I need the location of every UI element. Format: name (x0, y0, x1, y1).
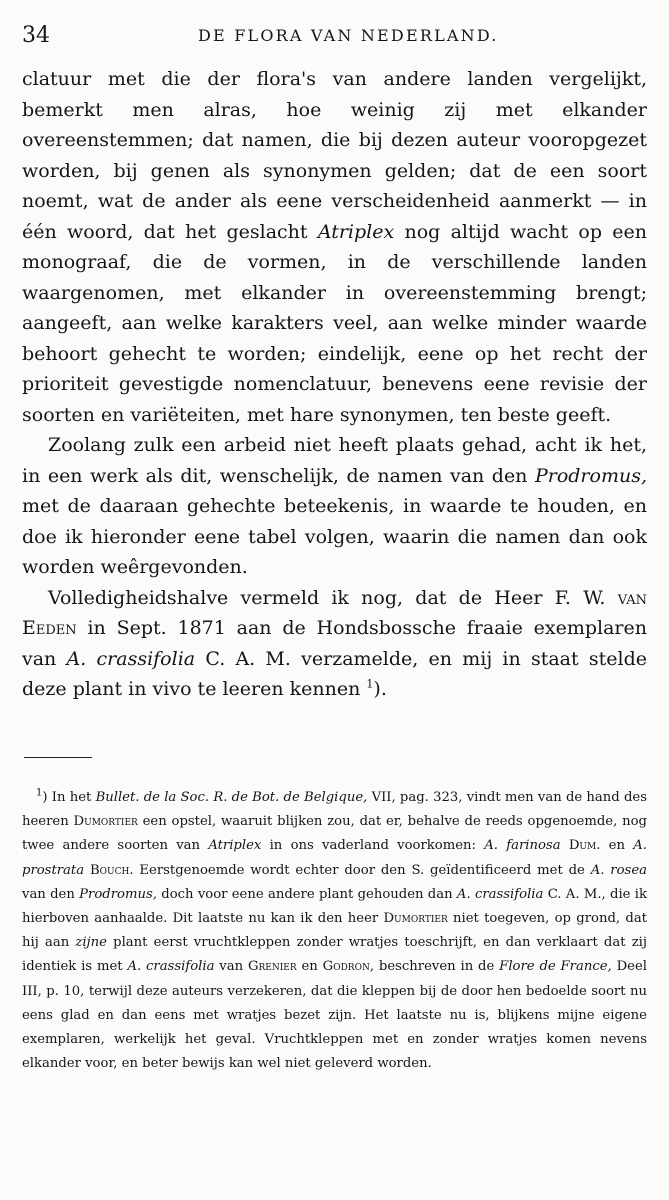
fn-text: en (301, 959, 318, 975)
paragraph-2-text-1: Zoolang zulk een arbeid niet heeft plaats gehad, acht ik het, in een werk als dit, wenschelijk, de namen van den (22, 434, 647, 487)
species-genus: A. (66, 647, 87, 670)
paragraph-2-text-2: met de daaraan gehechte beteekenis, in waarde te houden, en doe ik hieronder eene tabel volgen, waarin die namen dan ook worden weêrgevonden. (22, 495, 647, 578)
fn-italic: Prodromus, (79, 886, 157, 902)
fn-italic: A. farinosa (484, 838, 561, 854)
prodromus-title: Prodromus, (534, 464, 647, 487)
page-number: 34 (22, 23, 50, 48)
main-text (22, 64, 647, 705)
fn-text: een opstel, waaruit blijken zou, dat er, behalve de reeds opgenoemde, nog twee andere soorten van (22, 814, 647, 854)
paragraph-2 (22, 430, 647, 583)
paragraph-1 (22, 64, 647, 430)
running-title: DE FLORA VAN NEDERLAND. (198, 26, 499, 45)
fn-text: van den (22, 886, 75, 902)
fn-italic: Bullet. de la Soc. R. de Bot. de Belgique, (95, 790, 368, 805)
fn-italic: Flore de France, (499, 959, 612, 975)
fn-text: in ons vaderland voorkomen: (269, 838, 476, 854)
footnote (22, 786, 647, 1076)
paragraph-1-text-1: clatuur met die der flora's van andere landen vergelijkt, bemerkt men alras, hoe weinig zij met elkander overeenstemmen; dat namen, die bij dezen auteur vooropgezet worden, bij genen als synonymen gelden; dat de een soort noemt, wat de ander als eene verscheidenheid aanmerkt — in één woord, dat het geslacht (22, 68, 647, 243)
paragraph-3 (22, 583, 647, 705)
fn-italic: A. crassifolia (127, 959, 215, 975)
fn-text: en (608, 838, 625, 854)
fn-text: Deel III, p. 10, terwijl deze auteurs verzekeren, dat die kleppen bij de door hen bedoelde soort nu eens glad en dan eens met wratjes bezet zijn. Het laatste nu is, blijkens mijne eigene exemplaren, werkelijk het geval. Vruchtkleppen met en zonder wratjes komen nevens elkander voor, en beter bewijs kan wel niet geleverd worden. (22, 959, 647, 1072)
name-eeden: Eeden (22, 617, 77, 639)
footnote-divider (24, 757, 92, 758)
paragraph-3-text-4: ). (373, 678, 387, 700)
paragraph-1-text-2: nog altijd wacht op een monograaf, die de vormen, in de verschillende landen waargenomen, met elkander in overeenstemming brengt; aangeeft, aan welke karakters veel, aan welke minder waarde behoort gehecht te worden; eindelijk, eene op het recht der prioriteit gevestigde nomenclatuur, benevens eene revisie der soorten en variëteiten, met hare synonymen, ten beste geeft. (22, 220, 648, 426)
fn-italic: A. crassifolia (456, 886, 544, 902)
footnote-marker: 1 (36, 787, 43, 799)
fn-italic: A. prostrata (22, 838, 647, 878)
fn-text: beschreven in de (378, 959, 495, 975)
paragraph-3-text-2: in Sept. 1871 aan de Hondsbossche fraaie exemplaren van (22, 617, 647, 670)
fn-italic: A. rosea (590, 862, 647, 878)
fn-author-name: Godron, (322, 959, 375, 975)
fn-text: ) In het (42, 790, 92, 805)
fn-author-name: Grenier (247, 959, 297, 975)
footnote-paragraph (22, 786, 647, 1076)
genus-atriplex: Atriplex (317, 220, 395, 243)
fn-text: plant eerst vruchtkleppen zonder wratjes toeschrijft, en dan verklaart dat zij identiek is met (22, 935, 647, 975)
fn-author-name: Dumortier (383, 911, 448, 927)
fn-text: niet toegeven, op grond, dat hij aan (22, 911, 647, 951)
footnote-reference: 1 (366, 677, 374, 691)
fn-text: VII, pag. 323, vindt men van de hand des heeren (22, 790, 647, 830)
fn-text: Eerstgenoemde wordt echter door den S. geïdentificeerd met de (139, 862, 585, 878)
species-epithet: crassifolia (96, 647, 196, 670)
paragraph-3-text-3: C. A. M. verzamelde, en mij in staat stelde deze plant in vivo te leeren kennen (22, 647, 647, 700)
page-header (22, 24, 647, 48)
name-van: van (617, 586, 647, 609)
fn-text: C. A. M., die ik hierboven aanhaalde. Dit laatste nu kan ik den heer (22, 886, 647, 927)
fn-author-name: Bouch. (89, 862, 134, 878)
fn-author-name: Dum. (568, 838, 601, 854)
fn-author-name: Dumortier (73, 814, 138, 830)
paragraph-3-text-1: Volledigheidshalve vermeld ik nog, dat de Heer F. W. (48, 586, 606, 609)
fn-text: van (219, 959, 244, 975)
fn-text: doch voor eene andere plant gehouden dan (161, 886, 453, 902)
fn-italic: zijne (75, 935, 107, 951)
fn-italic: Atriplex (208, 838, 262, 854)
